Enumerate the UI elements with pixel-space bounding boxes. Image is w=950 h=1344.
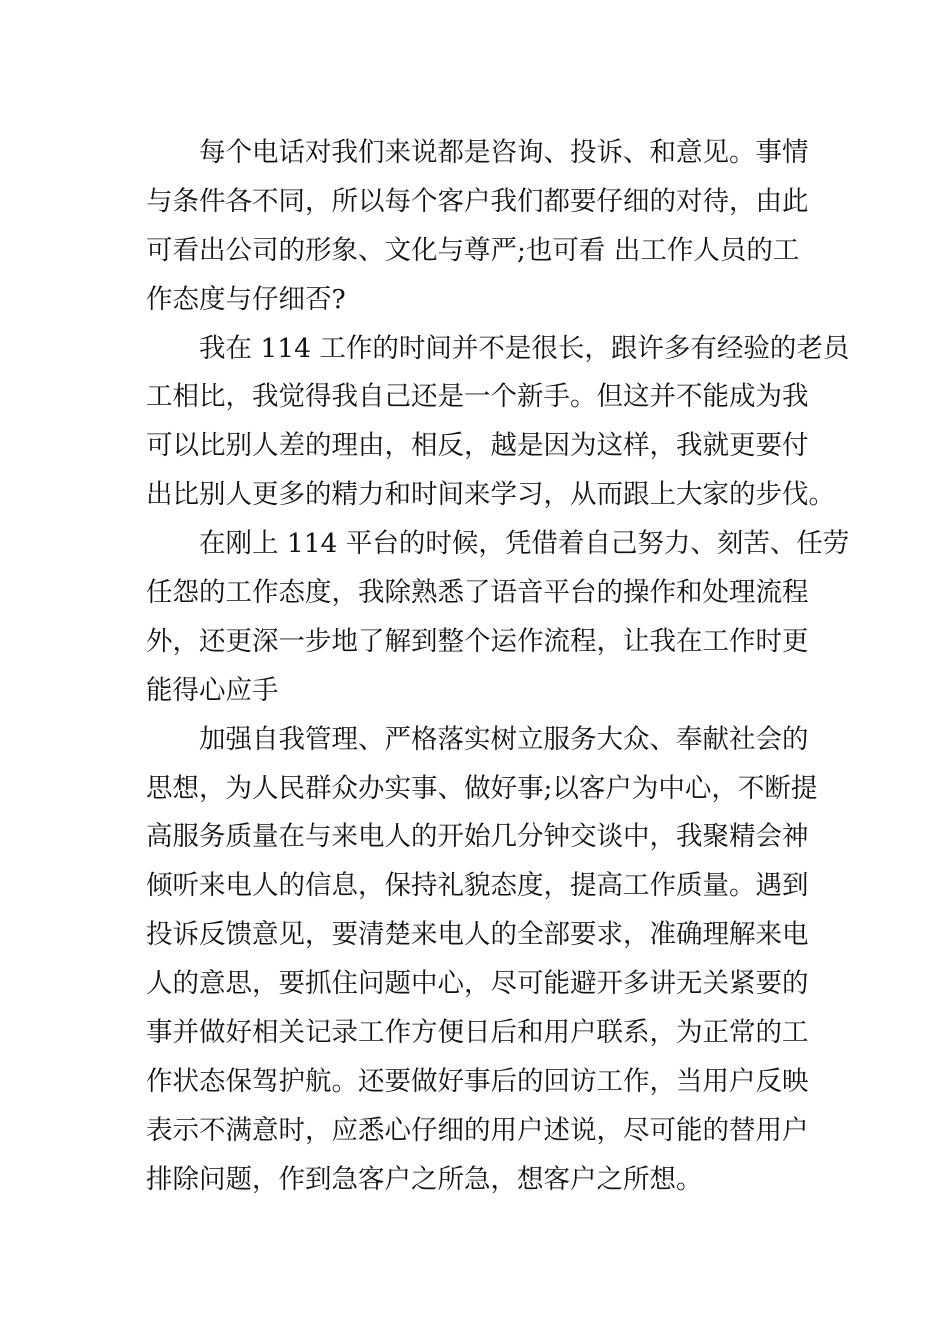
paragraph-line: 与条件各不同，所以每个客户我们都要仔细的对待，由此 <box>146 185 809 217</box>
paragraph-line: 投诉反馈意见，要清楚来电人的全部要求，准确理解来电 <box>146 919 809 951</box>
paragraph-line: 高服务质量在与来电人的开始几分钟交谈中，我聚精会神 <box>146 821 809 853</box>
paragraph-line: 事并做好相关记录工作方便日后和用户联系，为正常的工 <box>146 1017 809 1049</box>
document-body <box>146 129 850 1205</box>
paragraph-line: 表示不满意时，应悉心仔细的用户述说，尽可能的替用户 <box>146 1114 809 1146</box>
paragraph-4 <box>146 716 818 1205</box>
paragraph-1 <box>146 129 809 325</box>
paragraph-2 <box>146 325 850 521</box>
paragraph-line: 倾听来电人的信息，保持礼貌态度，提高工作质量。遇到 <box>146 870 809 902</box>
paragraph-line: 任怨的工作态度，我除熟悉了语音平台的操作和处理流程 <box>146 577 809 609</box>
paragraph-line: 外，还更深一步地了解到整个运作流程，让我在工作时更 <box>146 625 809 657</box>
paragraph-line: 作状态保驾护航。还要做好事后的回访工作，当用户反映 <box>146 1065 809 1097</box>
paragraph-line: 人的意思，要抓住问题中心，尽可能避开多讲无关紧要的 <box>146 968 809 1000</box>
paragraph-line: 每个电话对我们来说都是咨询、投诉、和意见。事情 <box>199 137 809 168</box>
paragraph-line: 工相比，我觉得我自己还是一个新手。但这并不能成为我 <box>146 381 809 413</box>
paragraph-line: 作态度与仔细否? <box>146 283 346 315</box>
paragraph-3 <box>146 520 850 716</box>
paragraph-line: 加强自我管理、严格落实树立服务大众、奉献社会的 <box>199 723 809 755</box>
paragraph-line: 我在 114 工作的时间并不是很长，跟许多有经验的老员 <box>199 332 850 364</box>
paragraph-line: 能得心应手 <box>146 674 279 706</box>
paragraph-line: 可以比别人差的理由，相反，越是因为这样，我就更要付 <box>146 430 809 462</box>
paragraph-line: 排除问题，作到急客户之所急，想客户之所想。 <box>146 1163 703 1195</box>
paragraph-line: 可看出公司的形象、文化与尊严;也可看 出工作人员的工 <box>146 234 800 266</box>
paragraph-line: 在刚上 114 平台的时候，凭借着自己努力、刻苦、任劳 <box>199 528 850 560</box>
paragraph-line: 出比别人更多的精力和时间来学习，从而跟上大家的步伐。 <box>146 479 835 511</box>
paragraph-line: 思想，为人民群众办实事、做好事;以客户为中心，不断提 <box>146 772 818 804</box>
